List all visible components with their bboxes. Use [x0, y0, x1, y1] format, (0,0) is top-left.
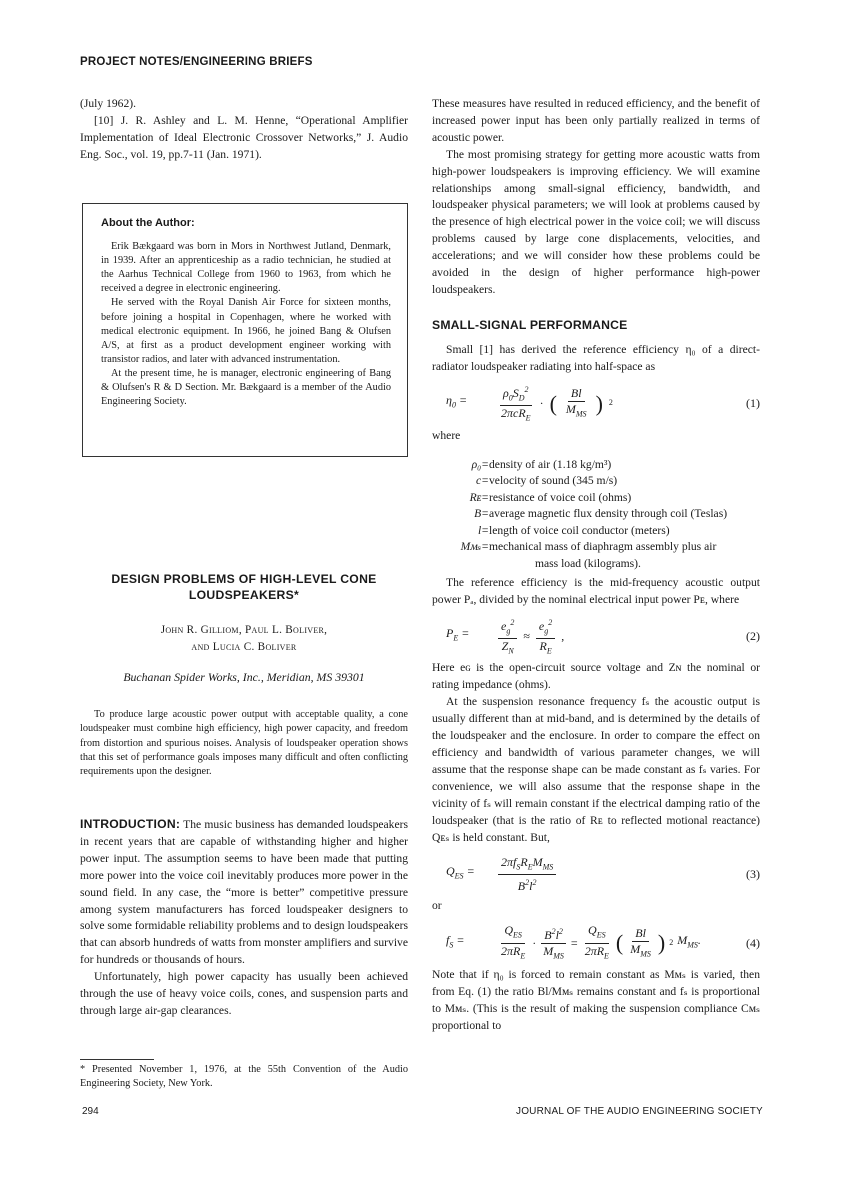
intro-p1: The music business has demanded loudspeakers in recent years that are capable of withstanding higher and higher power input. The assumption seems to have been made that putting more power into the voice coil inevitably produces more power in the sound field. In any case, the “more is better” competitive pressure among system manufacturers has forced loudspeaker designers to solve some formidable reliability problems and to design loudspeakers that can absorb hundreds of watts from monster amplifiers and survive for hundreds or thousands of hours.: [80, 818, 408, 967]
about-author-box: [82, 203, 408, 457]
about-author-heading: About the Author:: [101, 217, 195, 229]
section-p1: Small [1] has derived the reference efficiency η₀ of a direct-radiator loudspeaker radiating into half-space as: [432, 342, 760, 373]
right-column: [432, 96, 760, 1035]
authors-line-1: John R. Gilliom, Paul L. Boliver,: [160, 624, 328, 636]
definition-b: B= average magnetic flux density through coil (Teslas): [474, 507, 728, 521]
eq3-lhs: $Q_{ES}$ =: [446, 864, 475, 881]
definition-mms: Mᴍₛ= mechanical mass of diaphragm assembly plus air: [460, 540, 717, 554]
article-title: DESIGN PROBLEMS OF HIGH-LEVEL CONE LOUDSPEAKERS*: [111, 572, 377, 602]
definition-re: Rᴇ= resistance of voice coil (ohms): [469, 490, 632, 504]
eq2-lhs: $P_E$ =: [446, 626, 470, 643]
definition-c: c= velocity of sound (345 m/s): [476, 474, 618, 488]
or-text: or: [432, 899, 442, 913]
eq4-number: (4): [746, 935, 760, 950]
author-bio-p1: Erik Bækgaard was born in Mors in Northwest Jutland, Denmark, in 1939. After an apprenticeship as a radio technician, he studied at the Aarhus Technical College from 1960 to 1963, from which he received a degree in electronic engineering.: [101, 241, 391, 295]
right-p2: The most promising strategy for getting more acoustic watts from high-power loudspeakers is improving efficiency. We will examine relationships among small-signal efficiency, bandwidth, and loudspeaker physical parameters; we will look at problems caused by the presence of high electrical power in the voice coil; we will discuss problems caused by large cone displacements, velocities, and accelerations; and we will consider how these problems could be avoided in the design of higher performance high-power loudspeakers.: [432, 147, 760, 296]
eq2-body: $\frac{e_g^2}{Z_N}$ ≈ $\frac{e_g^2}{R_E}$ ,: [498, 615, 732, 659]
definition-l: l= length of voice coil conductor (meters): [477, 523, 670, 537]
footnote: * Presented November 1, 1976, at the 55th Convention of the Audio Engineering Society, New York.: [80, 1064, 408, 1089]
intro-p2: Unfortunately, high power capacity has usually been achieved through the use of heavy voice coils, cones, and suspension parts and through large air-gap clearances.: [80, 970, 408, 1017]
section-heading: SMALL-SIGNAL PERFORMANCE: [432, 317, 628, 332]
definition-rho: ρ₀= density of air (1.18 kg/m³): [471, 457, 612, 471]
footnote-rule: [80, 1059, 154, 1060]
journal-name: JOURNAL OF THE AUDIO ENGINEERING SOCIETY: [516, 1106, 763, 1117]
reference-10: [10] J. R. Ashley and L. M. Henne, “Operational Amplifier Implementation of Ideal Electronic Crossover Networks,” J. Audio Eng. Soc., vol. 19, pp.7-11 (Jan. 1971).: [80, 113, 408, 161]
eq3-body: $\frac{2\pi f_SR_EM_{MS}}{B^2l^2}$: [498, 855, 732, 894]
author-bio-p2: He served with the Royal Danish Air Force for sixteen months, before joining a hospital in Copenhagen, where he worked with medical electronic equipment. In 1966, he joined Bang & Olufsen A/S, at first as a product development engineer working with transistor radios, and later with advanced instrumentation.: [101, 297, 391, 365]
eq1-lhs: $\eta_0$ =: [446, 393, 468, 410]
eq2-number: (2): [746, 629, 760, 644]
abstract-text: To produce large acoustic power output with acceptable quality, a cone loudspeaker must combine high efficiency, high power capacity, and freedom from distortion and spurious noises. Analysis of loudspeaker operation shows that this set of performance goals imposes many difficult and often conflicting requirements upon the designer.: [80, 709, 408, 778]
reference-9-tail: (July 1962).: [80, 97, 137, 110]
introduction: [80, 816, 408, 1020]
eq1-body: $\frac{\rho_0S_D^2}{2\pi cR_E}$ · ( $\frac{Bl}{M_{MS}}$ ) 2: [498, 382, 732, 426]
intro-heading: INTRODUCTION:: [80, 817, 181, 831]
article-authors: [80, 622, 408, 656]
equation-4: [432, 923, 760, 963]
running-header: PROJECT NOTES/ENGINEERING BRIEFS: [80, 56, 313, 68]
para-note: Note that if η₀ is forced to remain constant as Mᴍₛ is varied, then from Eq. (1) the ratio Bl/Mᴍₛ remains constant and fₛ is proportional to Mᴍₛ. (This is the result of making the suspension compliance Cᴍₛ proportional to: [432, 968, 760, 1033]
definition-mms-cont: mass load (kilograms).: [535, 557, 641, 571]
para-resonance: At the suspension resonance frequency fₛ the acoustic output is usually different than at mid-band, and is determined by the details of the loudspeaker and the enclosure. In order to compare the effect on efficiency and bandwidth of various parameter changes, we will assume that the response shape can be made constant as fₛ varies. For convenience, we will also assume that the response shape in the vicinity of fₛ will remain constant if the electrical damping ratio of the loudspeaker (that is the ratio of Rᴇ to reflected motional reactance) Qᴇₛ is held constant. But,: [432, 695, 760, 844]
authors-line-2: and Lucia C. Boliver: [191, 641, 297, 653]
eq4-lhs: $f_S$ =: [446, 933, 465, 950]
abstract: [80, 708, 408, 779]
references: [80, 96, 408, 164]
page-number: 294: [82, 1106, 99, 1117]
where-1: where: [432, 428, 461, 442]
equation-3: [432, 854, 760, 894]
article-affiliation: Buchanan Spider Works, Inc., Meridian, MS 39301: [123, 670, 365, 684]
definitions: [432, 457, 760, 573]
eq4-body: $\frac{Q_{ES}}{2\pi R_E}$ · $\frac{B^2l^2}{M_{MS}}$ = $\frac{Q_{ES}}{2\pi R_E}$ ( $\frac{Bl}{M_{MS}}$ ) 2 $M_{MS}$.: [501, 923, 701, 961]
equation-2: [432, 616, 760, 656]
para-here: Here eɢ is the open-circuit source voltage and Zɴ the nominal or rating impedance (ohms).: [432, 661, 760, 692]
para-reference-efficiency: The reference efficiency is the mid-frequency acoustic output power Pₐ, divided by the nominal electrical input power Pᴇ, where: [432, 575, 760, 606]
author-bio-p3: At the present time, he is manager, electronic engineering of Bang & Olufsen's R & D Section. Mr. Bækgaard is a member of the Audio Engineering Society.: [101, 367, 391, 408]
right-p1: These measures have resulted in reduced efficiency, and the benefit of increased power input has been only partially realized in terms of acoustic power.: [432, 97, 760, 144]
eq3-number: (3): [746, 866, 760, 881]
eq1-number: (1): [746, 396, 760, 411]
equation-1: [432, 384, 760, 424]
